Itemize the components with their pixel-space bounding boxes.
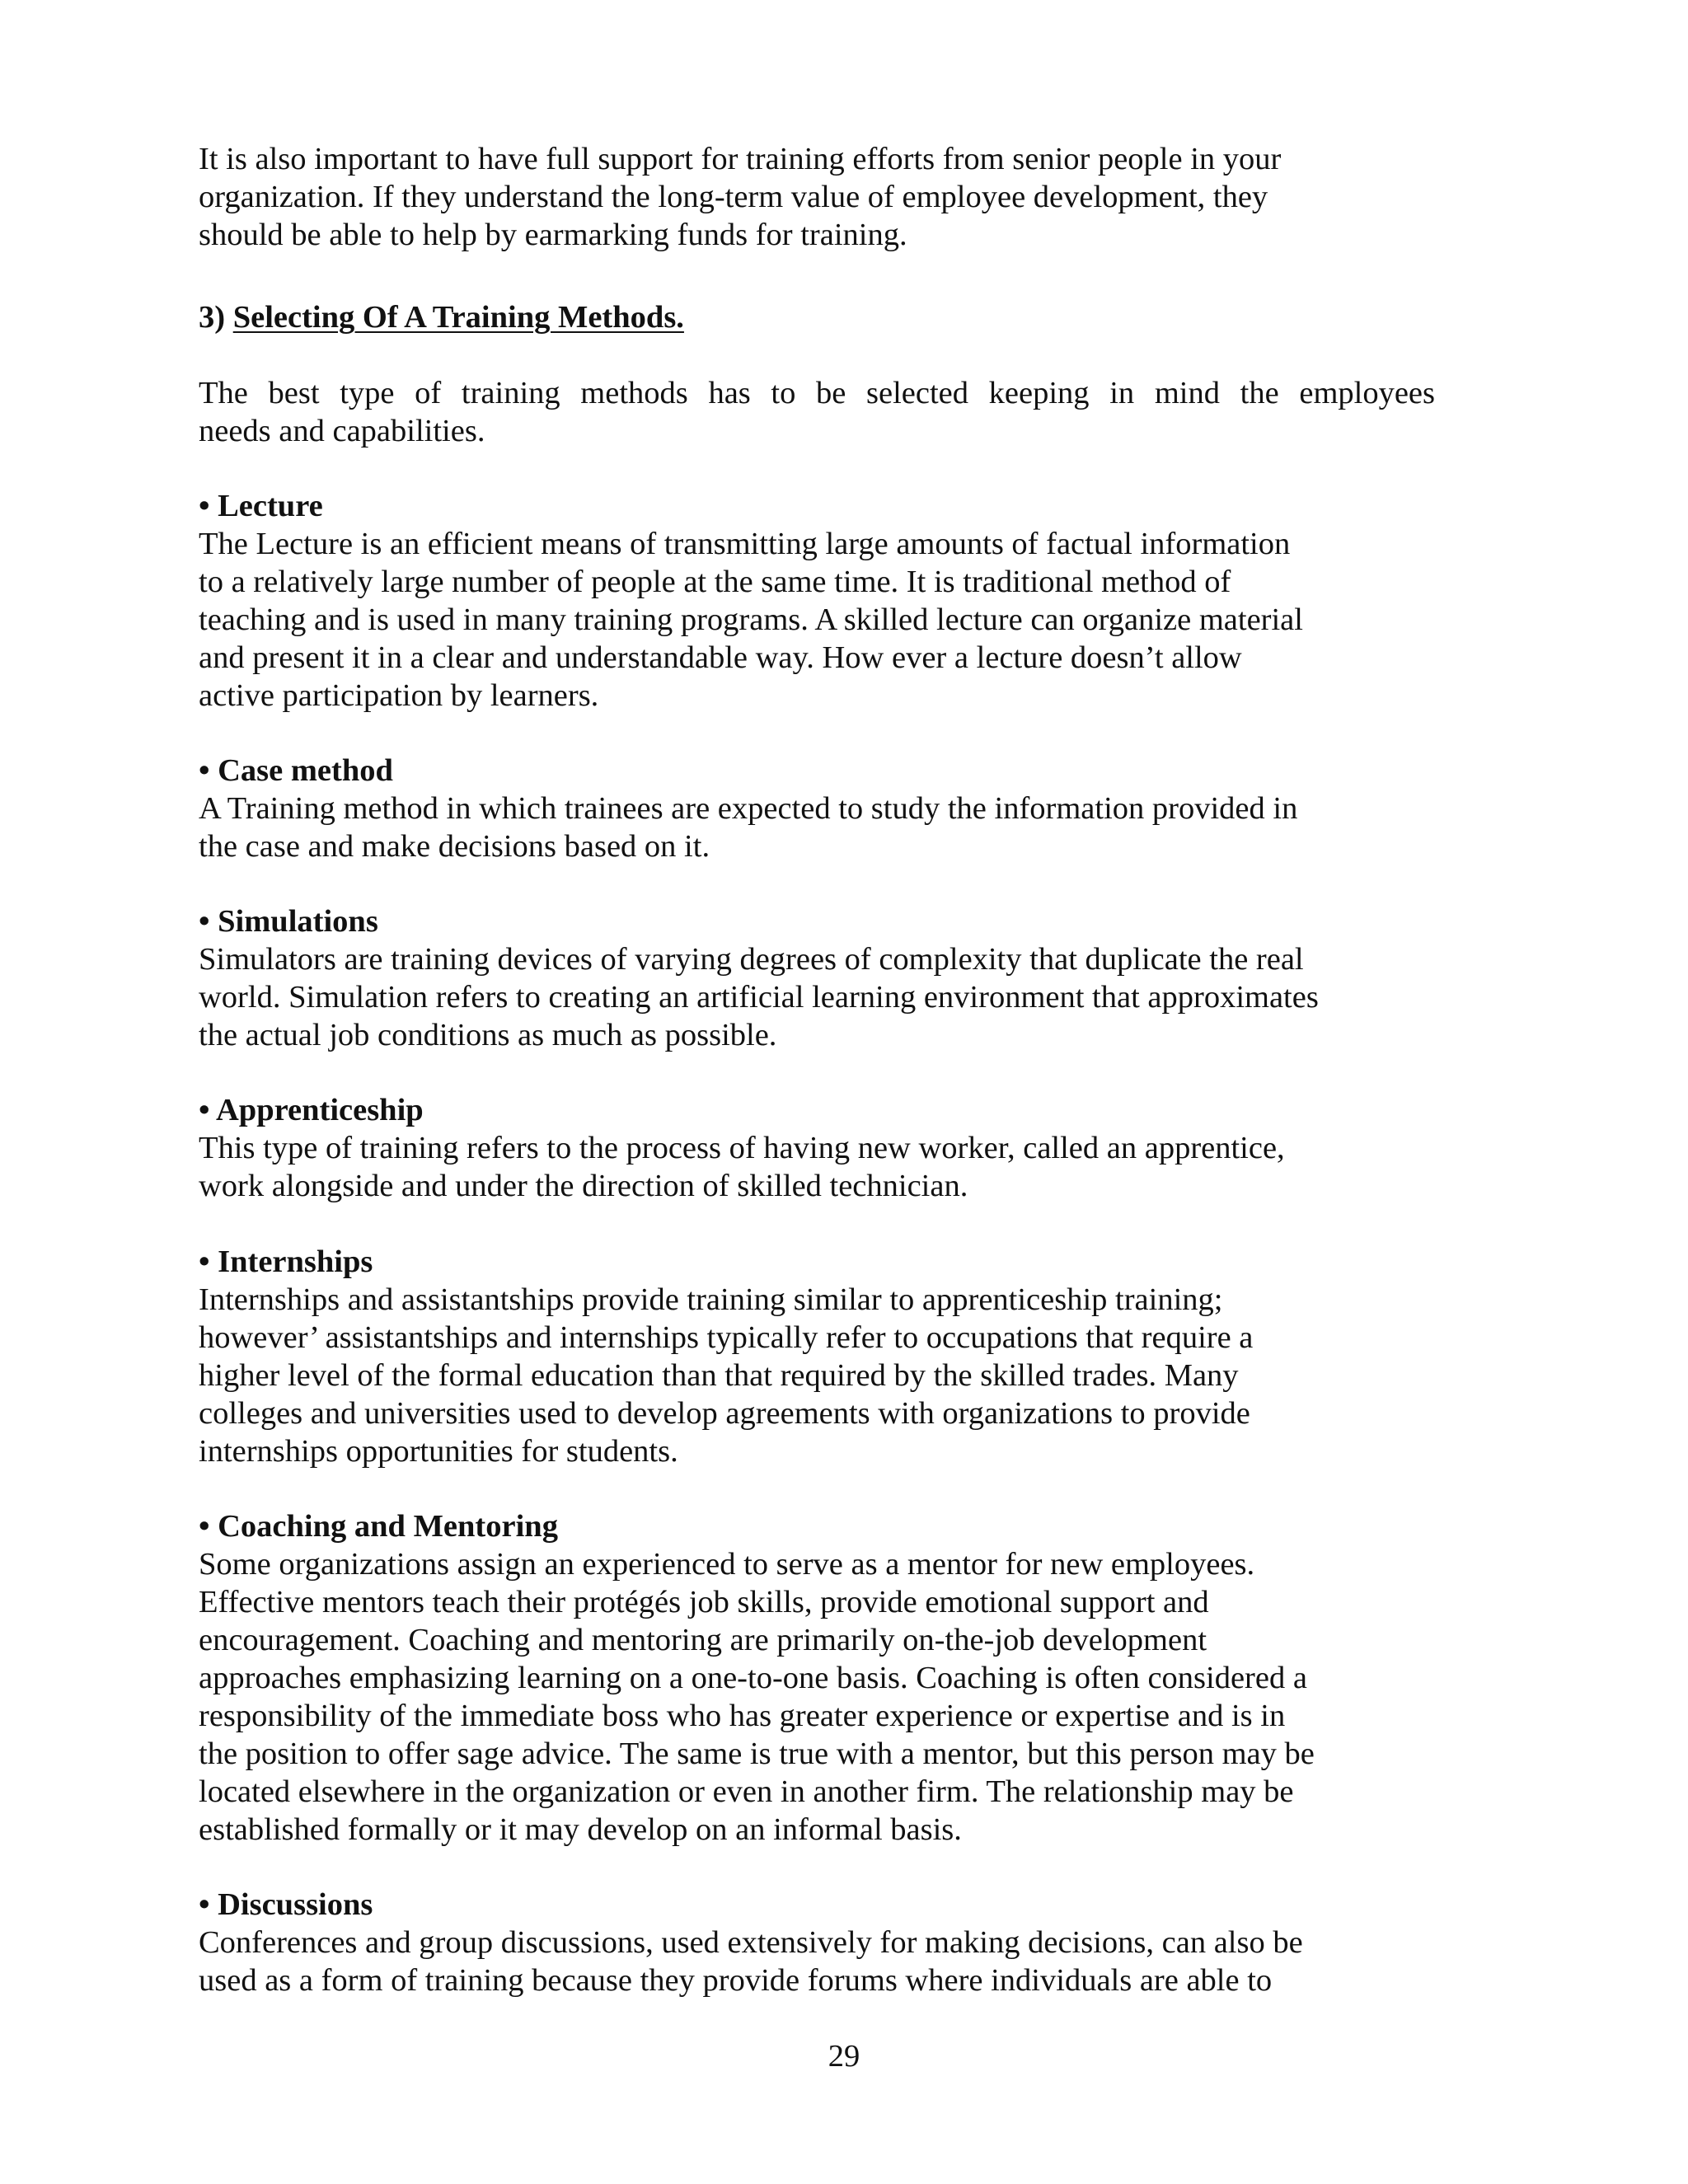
- page-number: 29: [828, 2039, 860, 2074]
- method-apprenticeship: [199, 1091, 1435, 1205]
- method-heading: • Internships: [199, 1244, 373, 1279]
- text-line: established formally or it may develop on an informal basis.: [199, 1812, 962, 1847]
- method-internships: [199, 1243, 1435, 1470]
- method-heading: • Discussions: [199, 1887, 373, 1922]
- text-line: internships opportunities for students.: [199, 1434, 678, 1469]
- text-line: should be able to help by earmarking funds for training.: [199, 218, 907, 252]
- text-line: higher level of the formal education than that required by the skilled trades. Many: [199, 1358, 1239, 1393]
- text-line: the case and make decisions based on it.: [199, 829, 710, 864]
- text-line: organization. If they understand the long-term value of employee development, they: [199, 180, 1268, 214]
- section-intro-paragraph: [199, 374, 1435, 450]
- text-line: work alongside and under the direction of skilled technician.: [199, 1169, 968, 1203]
- method-coaching-and-mentoring: [199, 1507, 1435, 1849]
- method-discussions: [199, 1886, 1435, 1999]
- text-line: The Lecture is an efficient means of transmitting large amounts of factual information: [199, 527, 1291, 561]
- text-line: Internships and assistantships provide training similar to apprenticeship training;: [199, 1282, 1223, 1317]
- section-heading: [199, 298, 1435, 336]
- text-line: approaches emphasizing learning on a one-to-one basis. Coaching is often considered a: [199, 1661, 1307, 1695]
- text-line: to a relatively large number of people at the same time. It is traditional method of: [199, 565, 1231, 599]
- text-line: the position to offer sage advice. The same is true with a mentor, but this person may be: [199, 1736, 1315, 1771]
- section-number: 3): [199, 300, 226, 335]
- text-line: responsibility of the immediate boss who has greater experience or expertise and is in: [199, 1699, 1286, 1733]
- text-line: and present it in a clear and understandable way. How ever a lecture doesn’t allow: [199, 640, 1242, 675]
- method-lecture: [199, 487, 1435, 715]
- method-case-method: [199, 752, 1435, 865]
- method-heading: • Coaching and Mentoring: [199, 1509, 558, 1544]
- text-line: used as a form of training because they provide forums where individuals are able to: [199, 1963, 1273, 1998]
- text-line: colleges and universities used to develop agreements with organizations to provide: [199, 1396, 1250, 1431]
- text-line: Effective mentors teach their protégés job skills, provide emotional support and: [199, 1585, 1209, 1619]
- text-line: needs and capabilities.: [199, 414, 485, 448]
- text-line: A Training method in which trainees are expected to study the information provided in: [199, 791, 1298, 826]
- intro-paragraph: [199, 140, 1435, 254]
- section-title: Selecting Of A Training Methods.: [232, 300, 684, 335]
- text-line: located elsewhere in the organization or even in another firm. The relationship may be: [199, 1774, 1294, 1809]
- method-simulations: [199, 902, 1435, 1054]
- text-line: encouragement. Coaching and mentoring are primarily on-the-job development: [199, 1623, 1207, 1657]
- text-line: active participation by learners.: [199, 678, 599, 713]
- text-line: teaching and is used in many training programs. A skilled lecture can organize material: [199, 602, 1303, 637]
- method-heading: • Lecture: [199, 489, 323, 523]
- text-line: Simulators are training devices of varying degrees of complexity that duplicate the real: [199, 942, 1304, 977]
- text-line: Conferences and group discussions, used extensively for making decisions, can also be: [199, 1925, 1303, 1960]
- text-line: Some organizations assign an experienced to serve as a mentor for new employees.: [199, 1547, 1255, 1582]
- text-line: The best type of training methods has to be selected keeping in mind the employees: [199, 376, 1435, 410]
- text-line: the actual job conditions as much as possible.: [199, 1018, 777, 1052]
- method-heading: • Apprenticeship: [199, 1093, 424, 1127]
- text-line: world. Simulation refers to creating an artificial learning environment that approximates: [199, 980, 1319, 1015]
- text-line: This type of training refers to the process of having new worker, called an apprentice,: [199, 1131, 1285, 1165]
- method-heading: • Case method: [199, 753, 393, 788]
- text-line: It is also important to have full support for training efforts from senior people in your: [199, 142, 1282, 176]
- text-line: however’ assistantships and internships typically refer to occupations that require a: [199, 1320, 1254, 1355]
- method-heading: • Simulations: [199, 904, 378, 939]
